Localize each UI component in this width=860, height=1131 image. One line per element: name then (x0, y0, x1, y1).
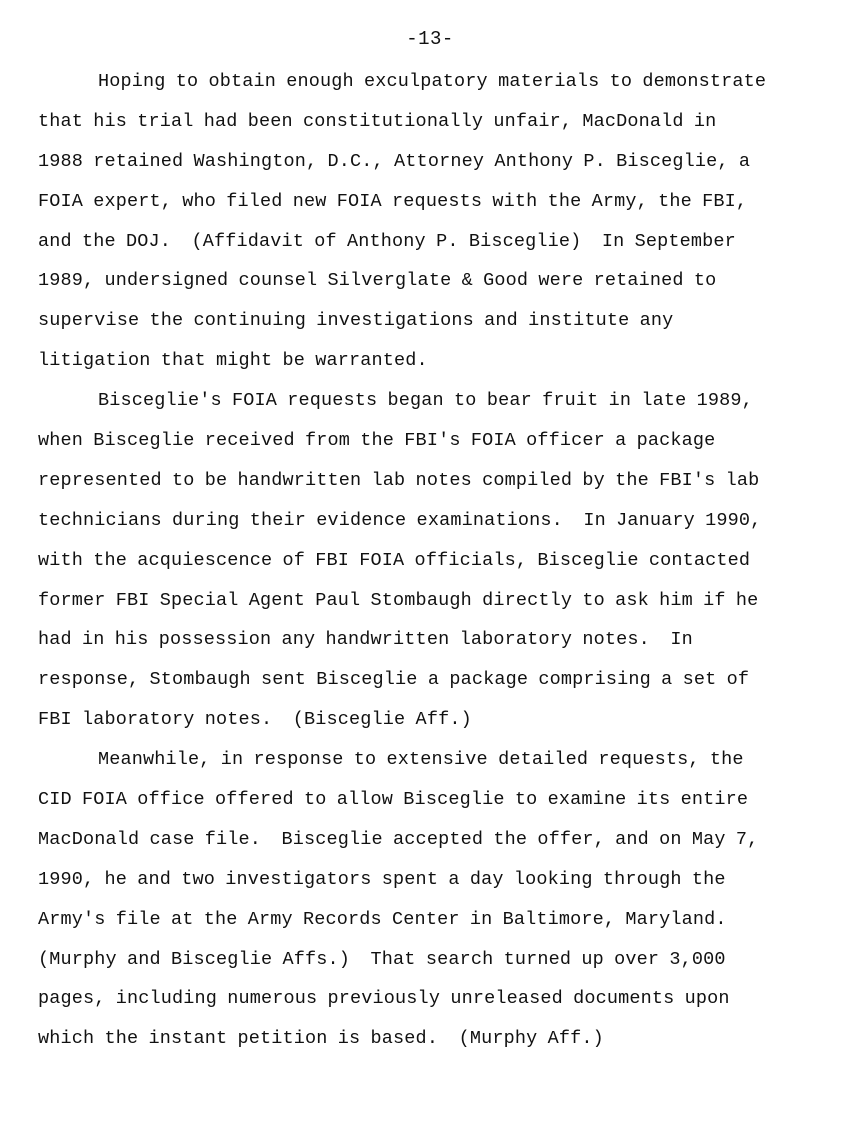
paragraph-2-line-4: technicians during their evidence examinations. In January 1990, (38, 509, 762, 531)
paragraph-1-line-4: FOIA expert, who filed new FOIA requests with the Army, the FBI, (38, 190, 748, 212)
paragraph-1-line-6: 1989, undersigned counsel Silverglate & Good were retained to (38, 270, 717, 292)
paragraph-3-line-5: Army's file at the Army Records Center in Baltimore, Maryland. (38, 908, 727, 930)
paragraph-3-line-8: which the instant petition is based. (Murphy Aff.) (38, 1028, 604, 1050)
paragraph-3-line-7: pages, including numerous previously unreleased documents upon (38, 988, 730, 1010)
paragraph-2-line-9: FBI laboratory notes. (Bisceglie Aff.) (38, 709, 472, 731)
paragraph-1-line-7: supervise the continuing investigations and institute any (38, 310, 674, 332)
paragraph-3-line-2: CID FOIA office offered to allow Bisceglie to examine its entire (38, 789, 749, 811)
paragraph-1-line-8: litigation that might be warranted. (38, 350, 428, 372)
body-text (38, 62, 838, 1059)
paragraph-1-line-2: that his trial had been constitutionally unfair, MacDonald in (38, 110, 717, 132)
paragraph-2-line-3: represented to be handwritten lab notes compiled by the FBI's lab (38, 469, 760, 491)
paragraph-3-line-1: Meanwhile, in response to extensive detailed requests, the (98, 749, 744, 771)
paragraph-2-line-6: former FBI Special Agent Paul Stombaugh directly to ask him if he (38, 589, 759, 611)
paragraph-2-line-7: had in his possession any handwritten laboratory notes. In (38, 629, 693, 651)
paragraph-2-line-2: when Bisceglie received from the FBI's FOIA officer a package (38, 430, 716, 452)
paragraph-3-line-4: 1990, he and two investigators spent a day looking through the (38, 868, 726, 890)
paragraph-3-line-3: MacDonald case file. Bisceglie accepted the offer, and on May 7, (38, 828, 759, 850)
paragraph-3-line-6: (Murphy and Bisceglie Affs.) That search turned up over 3,000 (38, 948, 726, 970)
paragraph-2-line-8: response, Stombaugh sent Bisceglie a package comprising a set of (38, 669, 750, 691)
paragraph-1-line-5: and the DOJ. (Affidavit of Anthony P. Bisceglie) In September (38, 230, 736, 252)
paragraph-1-line-3: 1988 retained Washington, D.C., Attorney Anthony P. Bisceglie, a (38, 150, 751, 172)
paragraph-2-line-5: with the acquiescence of FBI FOIA officials, Bisceglie contacted (38, 549, 751, 571)
paragraph-1-line-1: Hoping to obtain enough exculpatory materials to demonstrate (98, 71, 767, 92)
paragraph-2-line-1: Bisceglie's FOIA requests began to bear fruit in late 1989, (98, 390, 753, 412)
page-number: -13- (406, 28, 454, 50)
